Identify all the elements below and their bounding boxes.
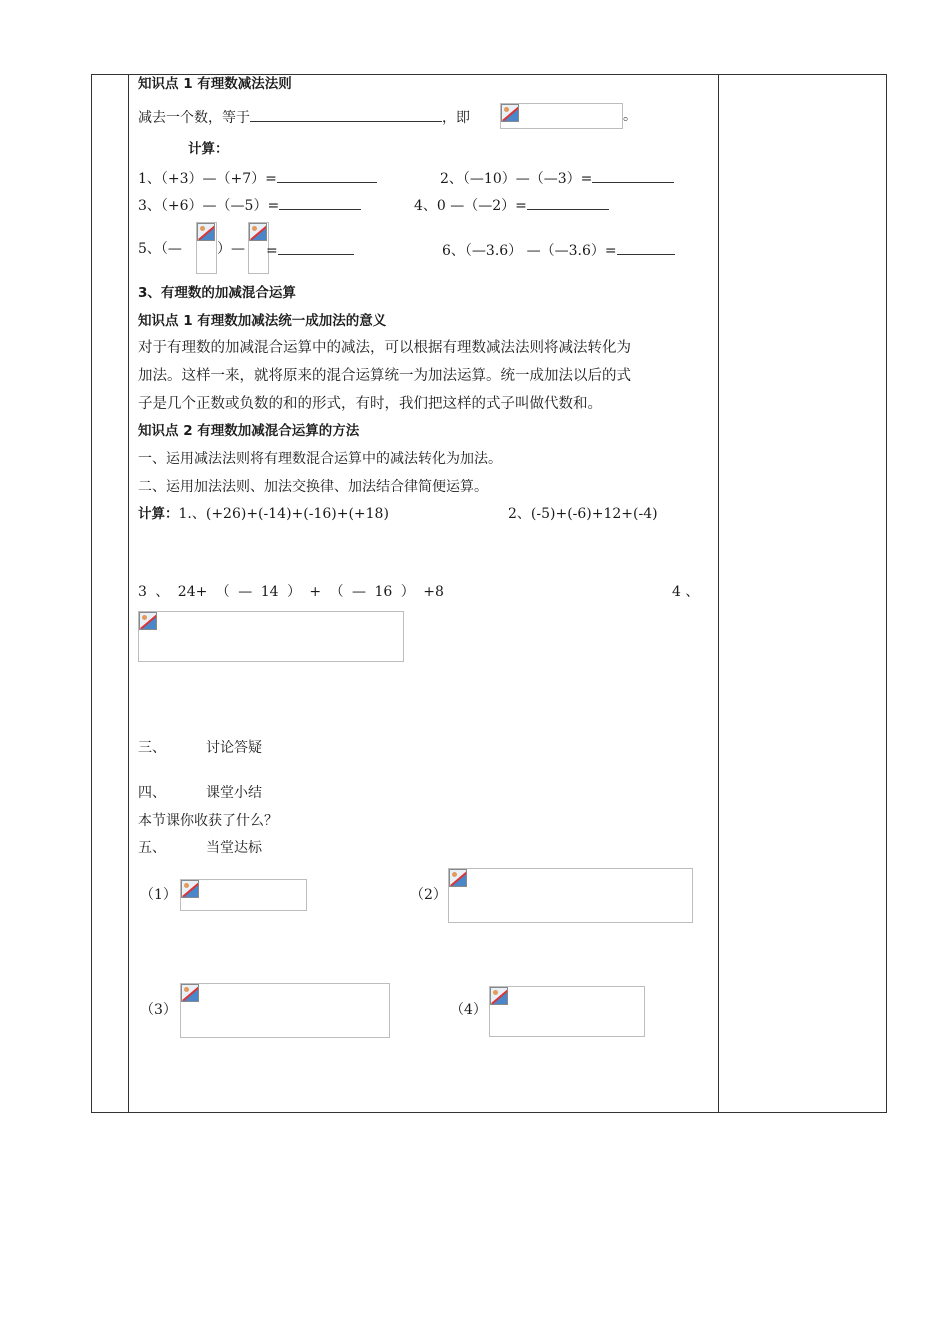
question-1 bbox=[138, 167, 377, 189]
answer-blank bbox=[592, 167, 674, 183]
summary-question: 本节课你收获了什么？ bbox=[138, 813, 278, 829]
section-four-title: 课堂小结 bbox=[206, 785, 262, 801]
answer-blank bbox=[277, 167, 377, 183]
question-3 bbox=[138, 194, 361, 216]
section-four-number: 四、 bbox=[138, 785, 166, 801]
question-2 bbox=[440, 167, 674, 189]
broken-image-icon bbox=[181, 984, 199, 1002]
answer-blank bbox=[278, 239, 354, 255]
kp2-title: 知识点 2 有理数加减混合运算的方法 bbox=[138, 423, 360, 439]
calc-label: 计算： bbox=[138, 506, 179, 522]
kp1-paragraph-line-2: 加法。这样一来，就将原来的混合运算统一为加法运算。统一成加法以后的式 bbox=[138, 368, 631, 384]
broken-image-icon bbox=[249, 223, 267, 241]
section-five-number: 五、 bbox=[138, 840, 166, 856]
section-3-heading: 3、有理数的加减混合运算 bbox=[138, 285, 296, 301]
kp2-method-2: 二、运用加法法则、加法交换律、加法结合律简便运算。 bbox=[138, 479, 488, 495]
answer-blank bbox=[279, 194, 361, 210]
calc-title: 计算： bbox=[188, 141, 229, 157]
kp1-title: 知识点 1 有理数加减法统一成加法的意义 bbox=[138, 313, 387, 329]
exercise-3-image bbox=[180, 983, 390, 1038]
fraction-image-1 bbox=[196, 222, 217, 274]
question-1-text: 1、（+3）—（+7）= bbox=[138, 171, 277, 187]
kp-subtraction-rule-title: 知识点 1 有理数减法法则 bbox=[138, 76, 292, 92]
kp2-method-1: 一、运用减法法则将有理数混合运算中的减法转化为加法。 bbox=[138, 451, 502, 467]
question-4 bbox=[414, 194, 609, 216]
question-5-equals: = bbox=[266, 243, 278, 259]
column-divider-right bbox=[718, 75, 719, 1112]
kp1-paragraph-line-1: 对于有理数的加减混合运算中的减法，可以根据有理数减法法则将减法转化为 bbox=[138, 340, 631, 356]
section-five-title: 当堂达标 bbox=[206, 840, 262, 856]
answer-blank bbox=[527, 194, 609, 210]
kp1-paragraph-line-3: 子是几个正数或负数的和的形式，有时，我们把这样的式子叫做代数和。 bbox=[138, 396, 602, 412]
calc-row-1 bbox=[138, 504, 389, 524]
section-three-number: 三、 bbox=[138, 740, 166, 756]
broken-image-icon bbox=[501, 104, 519, 122]
rule-mid: ，即 bbox=[442, 110, 470, 126]
question-6 bbox=[442, 239, 675, 261]
exercise-2-label: （2） bbox=[410, 887, 447, 903]
broken-image-icon bbox=[139, 612, 157, 630]
calc-1: 1.、(+26)+(-14)+(-16)+(+18) bbox=[178, 506, 389, 522]
answer-blank bbox=[617, 239, 675, 255]
broken-image-icon bbox=[490, 987, 508, 1005]
calc-4: 4 、 bbox=[672, 584, 700, 600]
broken-image-icon bbox=[449, 869, 467, 887]
rule-end: 。 bbox=[623, 108, 637, 124]
exercise-4-image bbox=[489, 986, 645, 1037]
column-divider-left bbox=[128, 75, 129, 1112]
formula-image bbox=[500, 103, 623, 129]
exercise-1-label: （1） bbox=[140, 887, 177, 903]
exercise-3-label: （3） bbox=[140, 1002, 177, 1018]
question-3-text: 3、（+6）—（—5）= bbox=[138, 198, 280, 214]
broken-image-icon bbox=[181, 880, 199, 898]
broken-image-icon bbox=[197, 223, 215, 241]
question-4-text: 4、0 —（—2）= bbox=[414, 198, 527, 214]
calc-4-image bbox=[138, 611, 404, 662]
exercise-1-image bbox=[180, 879, 307, 911]
question-2-text: 2、（—10）—（—3）= bbox=[440, 171, 593, 187]
question-6-text: 6、（—3.6） —（—3.6）= bbox=[442, 243, 617, 259]
exercise-4-label: （4） bbox=[450, 1002, 487, 1018]
calc-3: 3 、 24+ （ — 14 ） + （ — 16 ） +8 bbox=[138, 584, 444, 600]
question-5-part-c bbox=[266, 239, 354, 261]
rule-blank bbox=[250, 106, 442, 122]
rule-text: 减去一个数，等于 bbox=[138, 110, 250, 126]
rule-text-line bbox=[138, 106, 470, 128]
calc-2: 2、(-5)+(-6)+12+(-4) bbox=[508, 506, 658, 522]
section-three-title: 讨论答疑 bbox=[206, 740, 262, 756]
exercise-2-image bbox=[448, 868, 693, 923]
question-5-part-a: 5、（— bbox=[138, 241, 182, 257]
question-5-part-b: ）— bbox=[217, 241, 245, 257]
